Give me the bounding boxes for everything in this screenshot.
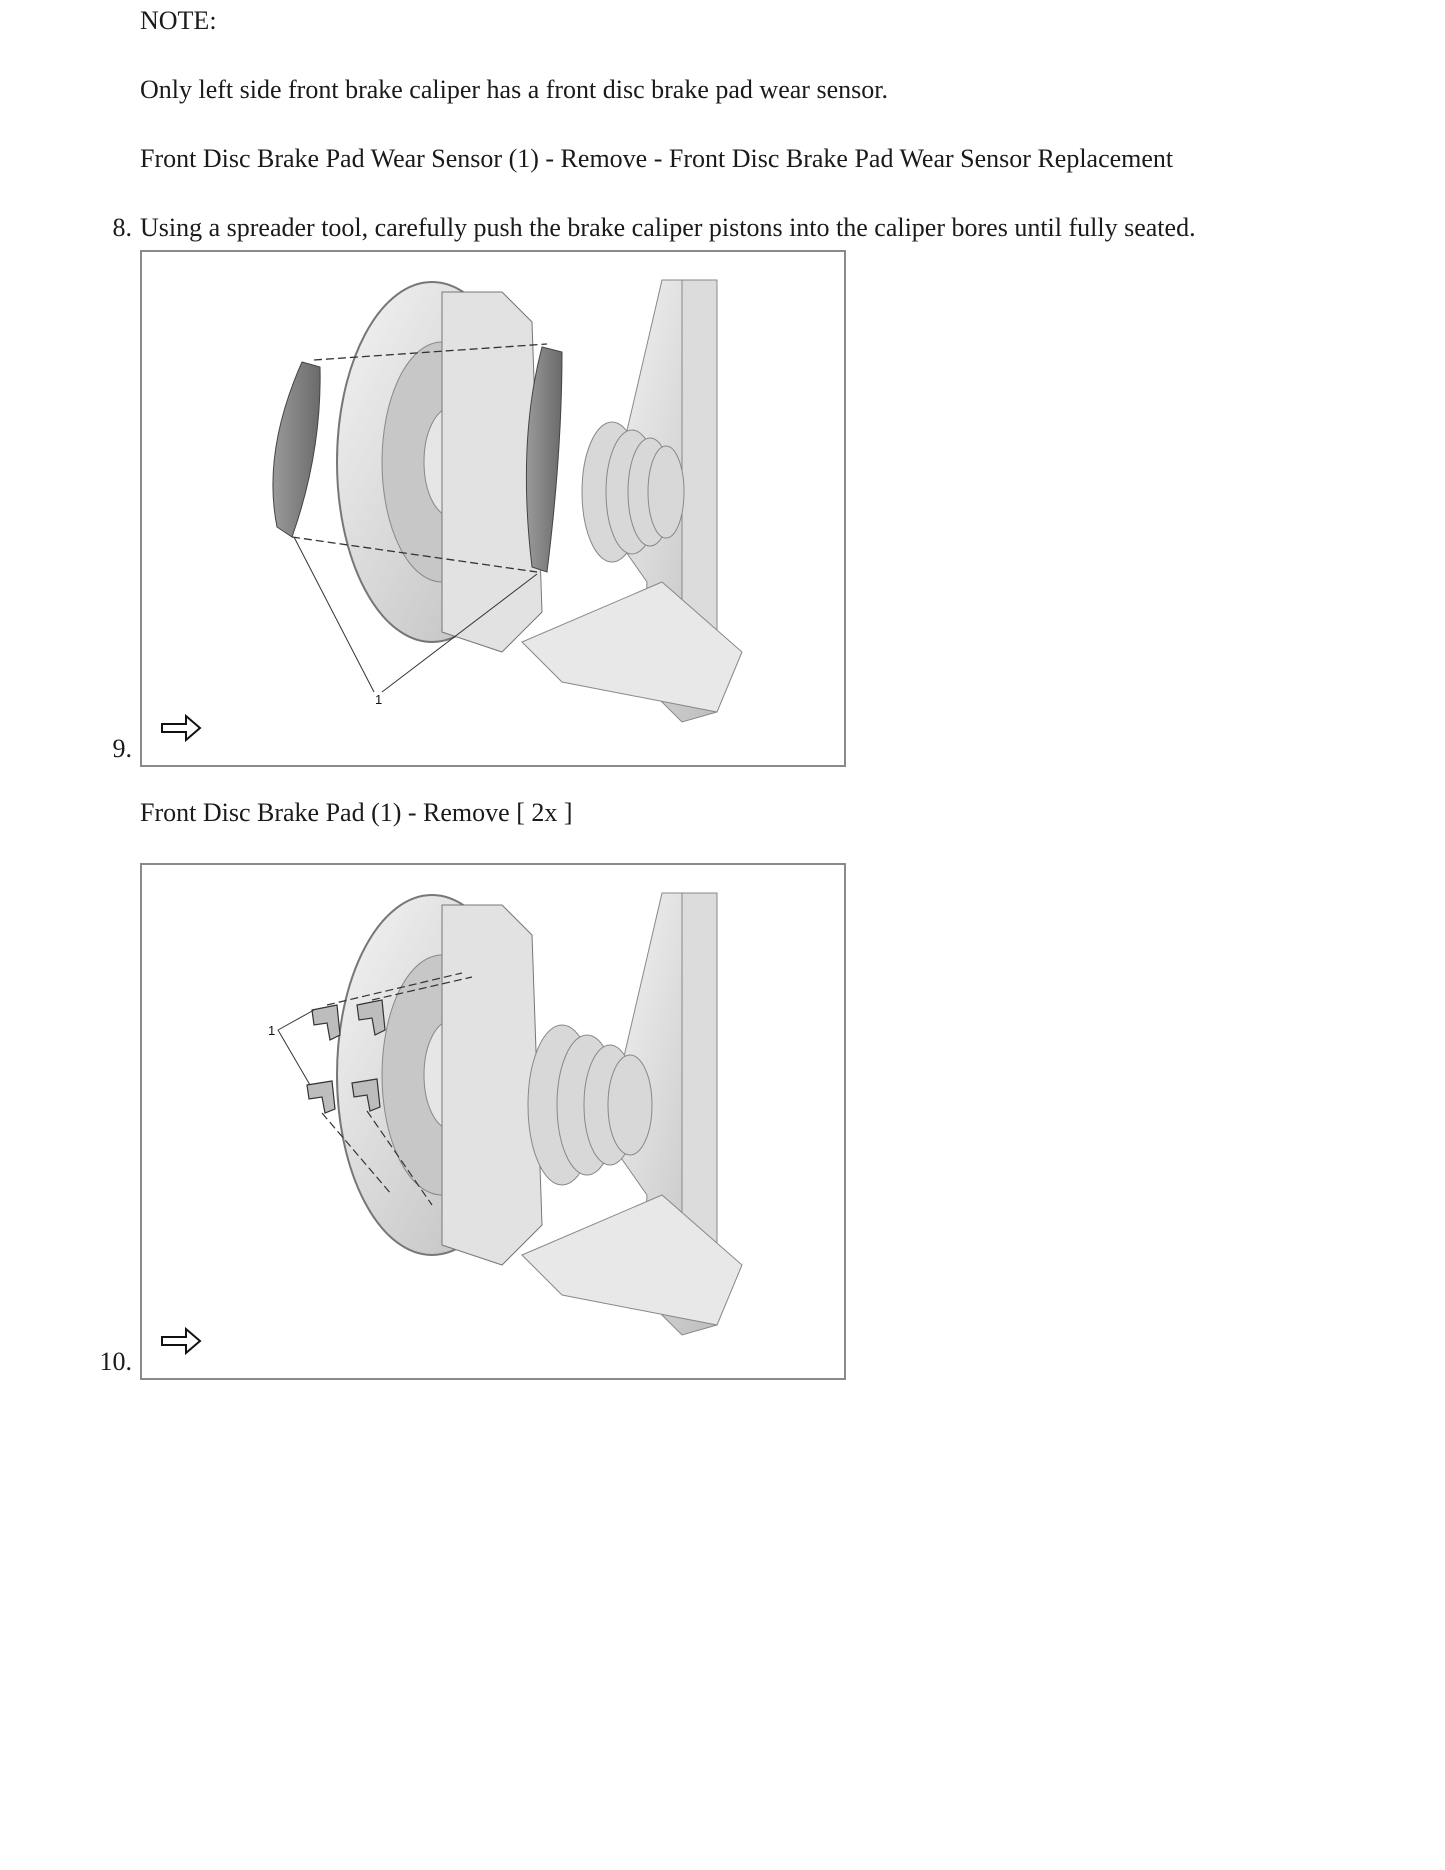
brake-pad-clip-removal-illustration [140, 863, 846, 1380]
step-text: Front Disc Brake Pad (1) - Remove [ 2x ] [140, 798, 573, 827]
arrow-right-icon [162, 716, 200, 740]
note-heading: NOTE: [140, 6, 217, 35]
arrow-right-icon [162, 1329, 200, 1353]
sensor-removal-text: Front Disc Brake Pad Wear Sensor (1) - Remove - Front Disc Brake Pad Wear Sensor Replacement [140, 144, 1174, 173]
step-number: 9. [112, 734, 132, 763]
callout-label: 1 [268, 1023, 276, 1038]
step-number: 8. [112, 213, 132, 242]
step-number: 10. [99, 1347, 132, 1376]
callout-label: 1 [375, 692, 383, 707]
brake-pad-removal-illustration [140, 250, 846, 767]
note-text: Only left side front brake caliper has a front disc brake pad wear sensor. [140, 75, 888, 104]
step-text: Using a spreader tool, carefully push the brake caliper pistons into the caliper bores until fully seated. [140, 213, 1196, 242]
